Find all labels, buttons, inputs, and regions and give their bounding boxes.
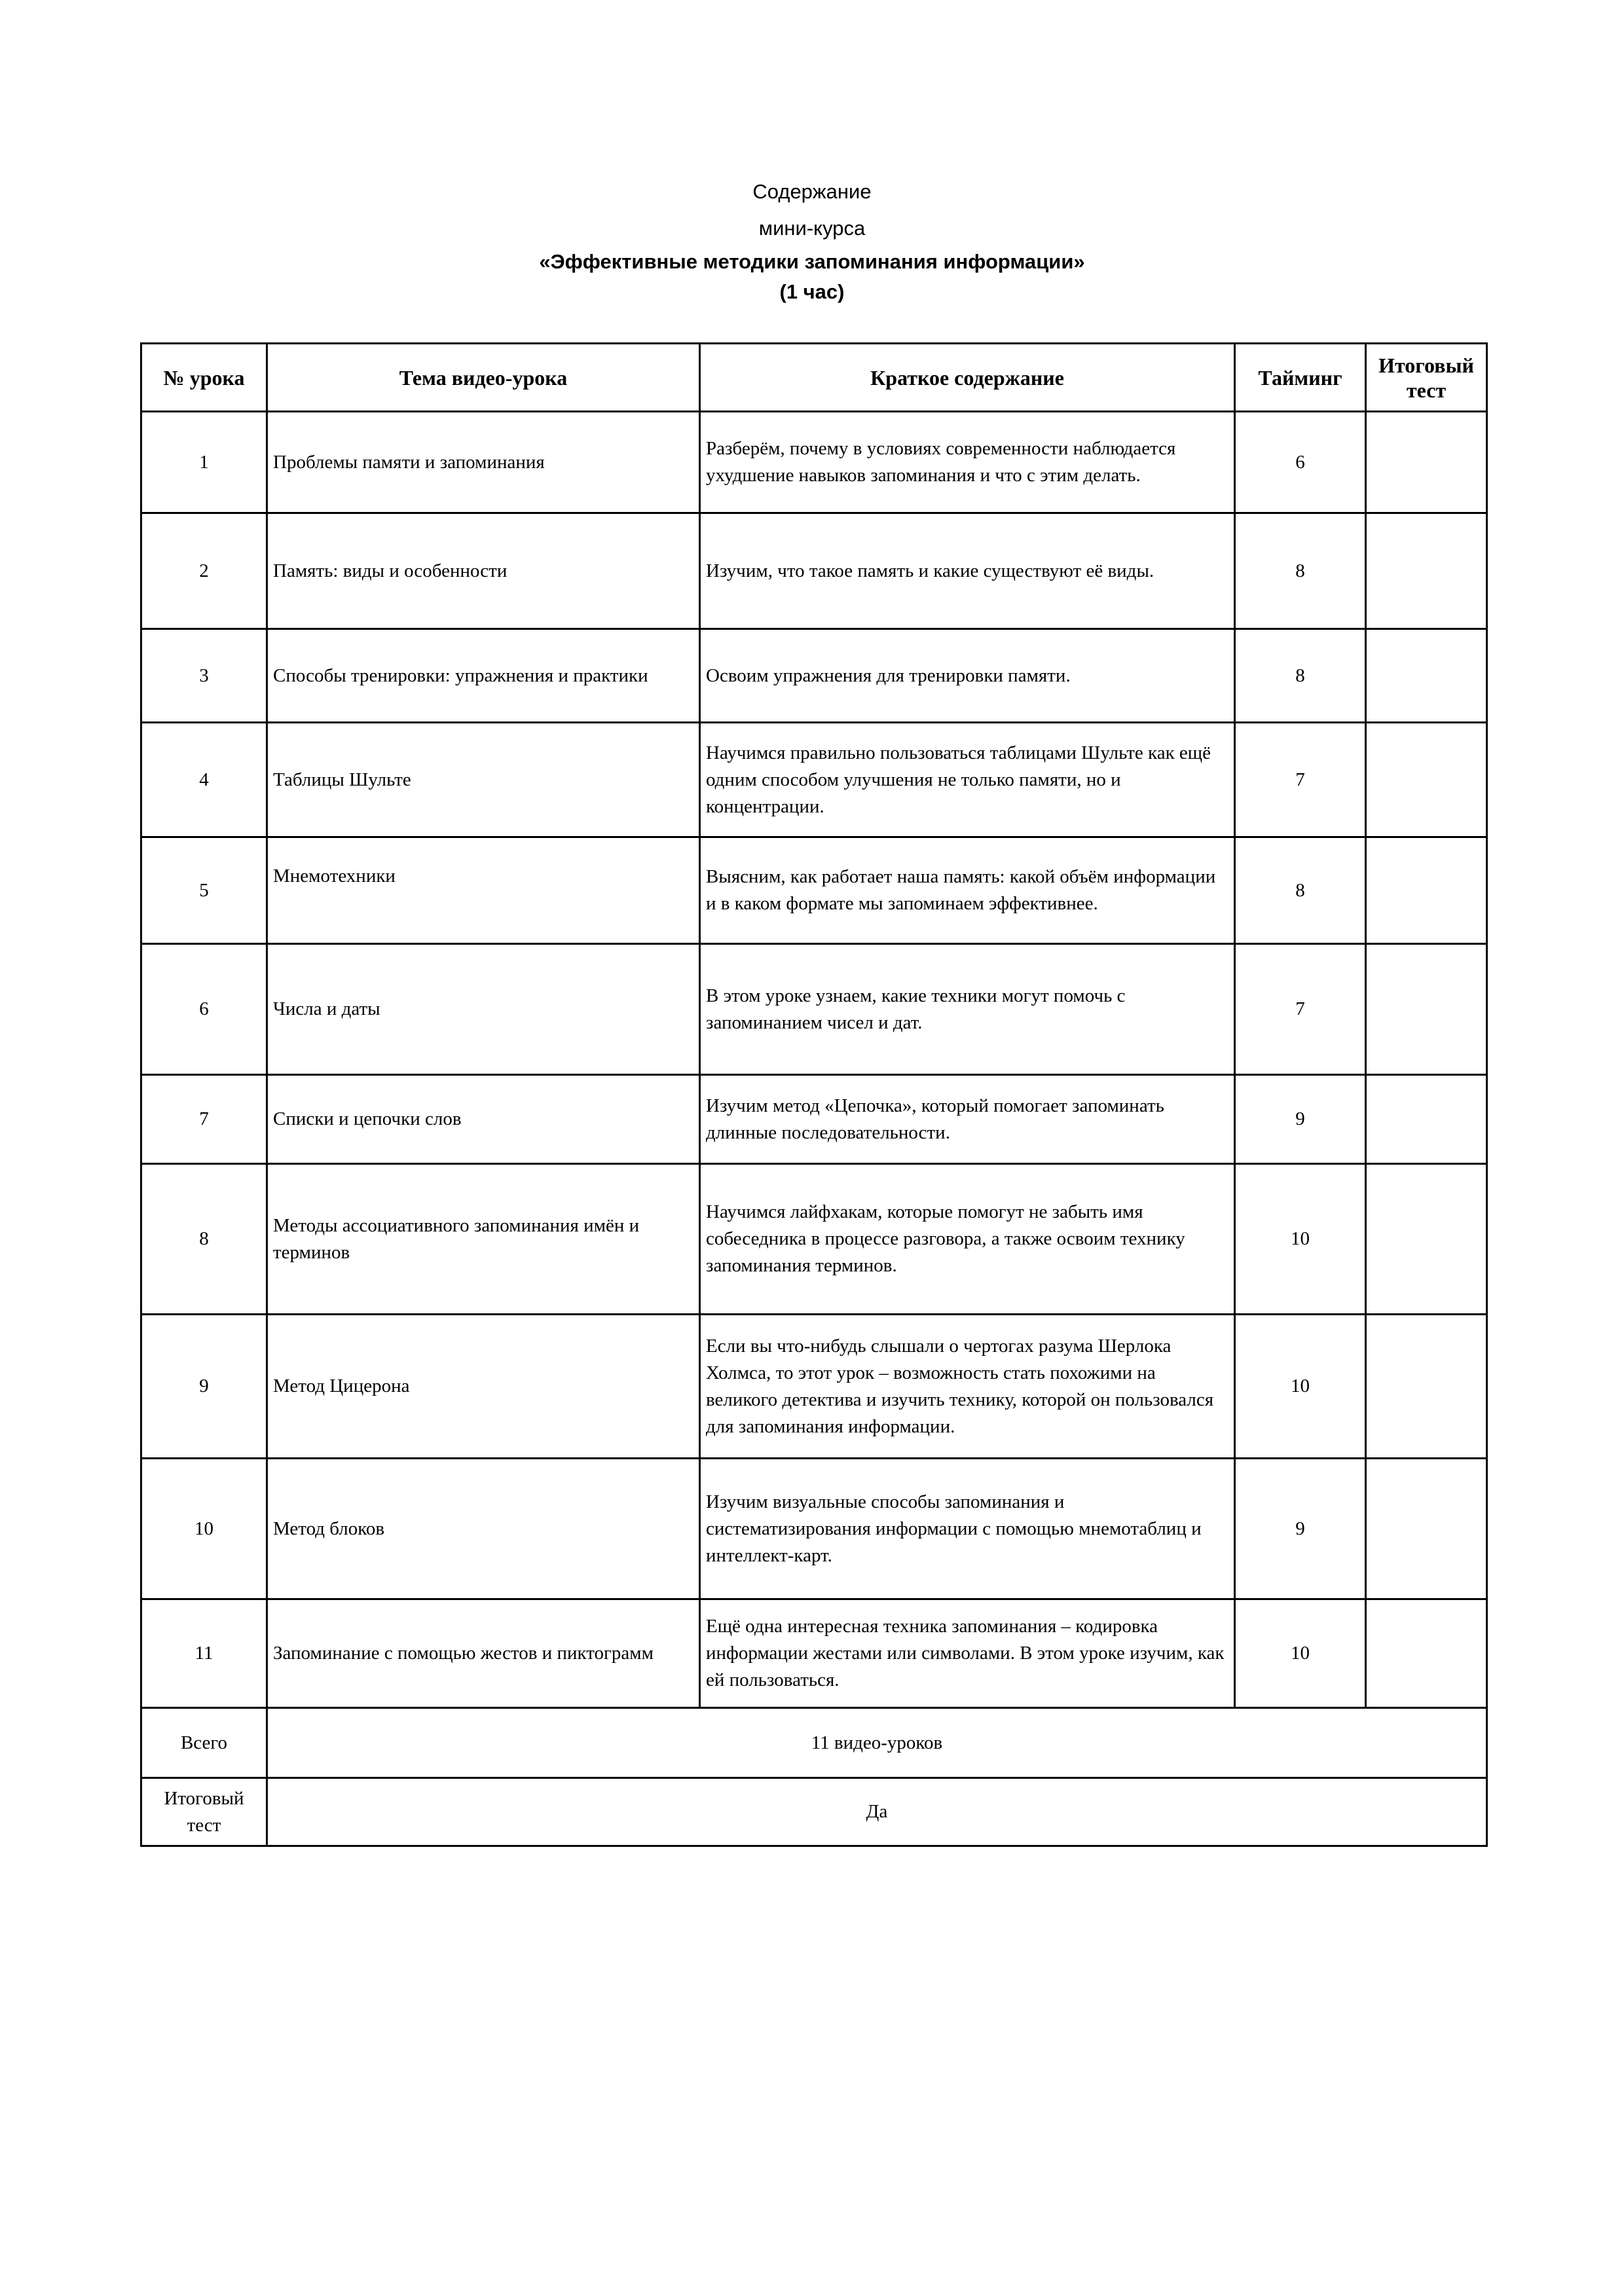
- lesson-timing: 6: [1235, 412, 1366, 513]
- final-test-value: Да: [267, 1778, 1487, 1846]
- lesson-summary: Научимся лайфхакам, которые помогут не забыть имя собеседника в процессе разговора, а также освоим технику запоминания терминов.: [700, 1164, 1235, 1315]
- total-row: [141, 1708, 1487, 1778]
- lesson-test-cell: [1366, 837, 1487, 944]
- lesson-timing: 7: [1235, 944, 1366, 1075]
- lesson-topic: Проблемы памяти и запоминания: [267, 412, 700, 513]
- course-duration: (1 час): [779, 280, 845, 303]
- lesson-topic: Способы тренировки: упражнения и практики: [267, 629, 700, 723]
- column-header-topic: Тема видео-урока: [267, 344, 700, 412]
- lesson-summary: Научимся правильно пользоваться таблицами Шульте как ещё одним способом улучшения не только памяти, но и концентрации.: [700, 723, 1235, 837]
- total-label: Всего: [141, 1708, 267, 1778]
- table-row: [141, 1075, 1487, 1164]
- lesson-number: 6: [141, 944, 267, 1075]
- lesson-test-cell: [1366, 944, 1487, 1075]
- lesson-test-cell: [1366, 412, 1487, 513]
- lesson-timing: 9: [1235, 1459, 1366, 1599]
- table-row: [141, 944, 1487, 1075]
- lesson-number: 9: [141, 1315, 267, 1459]
- lesson-summary: Если вы что-нибудь слышали о чертогах разума Шерлока Холмса, то этот урок – возможность стать похожими на великого детектива и изучить технику, которой он пользовался для запоминания информации.: [700, 1315, 1235, 1459]
- lesson-topic: Мнемотехники: [267, 837, 700, 944]
- lesson-timing: 10: [1235, 1164, 1366, 1315]
- lesson-summary: Ещё одна интересная техника запоминания – кодировка информации жестами или символами. В этом уроке изучим, как ей пользоваться.: [700, 1599, 1235, 1708]
- lesson-summary: Освоим упражнения для тренировки памяти.: [700, 629, 1235, 723]
- header-course-type: мини-курса: [758, 217, 866, 240]
- lesson-number: 11: [141, 1599, 267, 1708]
- course-title: «Эффективные методики запоминания информации»: [539, 250, 1085, 273]
- lesson-test-cell: [1366, 1164, 1487, 1315]
- table-header-row: [141, 344, 1487, 412]
- column-header-test: Итоговый тест: [1366, 344, 1487, 412]
- column-header-summary: Краткое содержание: [700, 344, 1235, 412]
- total-value: 11 видео-уроков: [267, 1708, 1487, 1778]
- table-row: [141, 412, 1487, 513]
- lesson-timing: 8: [1235, 629, 1366, 723]
- lesson-timing: 10: [1235, 1599, 1366, 1708]
- lesson-timing: 7: [1235, 723, 1366, 837]
- lesson-topic: Методы ассоциативного запоминания имён и терминов: [267, 1164, 700, 1315]
- final-test-label: Итоговый тест: [141, 1778, 267, 1846]
- header-contents-label: Содержание: [752, 180, 872, 203]
- column-header-timing: Тайминг: [1235, 344, 1366, 412]
- lesson-summary: Изучим, что такое память и какие существуют её виды.: [700, 513, 1235, 629]
- table-row: [141, 1459, 1487, 1599]
- lesson-topic: Запоминание с помощью жестов и пиктограмм: [267, 1599, 700, 1708]
- lesson-number: 3: [141, 629, 267, 723]
- lesson-number: 7: [141, 1075, 267, 1164]
- lesson-test-cell: [1366, 1459, 1487, 1599]
- lesson-number: 10: [141, 1459, 267, 1599]
- lesson-summary: Выясним, как работает наша память: какой объём информации и в каком формате мы запоминаем эффективнее.: [700, 837, 1235, 944]
- lesson-topic: Метод блоков: [267, 1459, 700, 1599]
- lesson-test-cell: [1366, 513, 1487, 629]
- table-row: [141, 837, 1487, 944]
- table-row: [141, 629, 1487, 723]
- lesson-summary: Изучим метод «Цепочка», который помогает запоминать длинные последовательности.: [700, 1075, 1235, 1164]
- final-test-row: [141, 1778, 1487, 1846]
- lesson-topic: Таблицы Шульте: [267, 723, 700, 837]
- lesson-topic: Память: виды и особенности: [267, 513, 700, 629]
- lesson-topic: Списки и цепочки слов: [267, 1075, 700, 1164]
- lesson-test-cell: [1366, 629, 1487, 723]
- table-row: [141, 513, 1487, 629]
- lesson-summary: В этом уроке узнаем, какие техники могут помочь с запоминанием чисел и дат.: [700, 944, 1235, 1075]
- lesson-test-cell: [1366, 1315, 1487, 1459]
- lessons-table: [140, 342, 1488, 1847]
- column-header-num: № урока: [141, 344, 267, 412]
- lesson-number: 2: [141, 513, 267, 629]
- lesson-test-cell: [1366, 1075, 1487, 1164]
- lesson-number: 1: [141, 412, 267, 513]
- lesson-timing: 10: [1235, 1315, 1366, 1459]
- lesson-number: 4: [141, 723, 267, 837]
- lesson-test-cell: [1366, 1599, 1487, 1708]
- table-row: [141, 723, 1487, 837]
- lesson-timing: 9: [1235, 1075, 1366, 1164]
- lesson-number: 8: [141, 1164, 267, 1315]
- lesson-timing: 8: [1235, 513, 1366, 629]
- document-header: [0, 173, 1624, 307]
- lesson-summary: Изучим визуальные способы запоминания и систематизирования информации с помощью мнемотаблиц и интеллект-карт.: [700, 1459, 1235, 1599]
- lesson-timing: 8: [1235, 837, 1366, 944]
- table-row: [141, 1315, 1487, 1459]
- table-row: [141, 1599, 1487, 1708]
- lesson-topic: Числа и даты: [267, 944, 700, 1075]
- lesson-summary: Разберём, почему в условиях современности наблюдается ухудшение навыков запоминания и что с этим делать.: [700, 412, 1235, 513]
- lesson-number: 5: [141, 837, 267, 944]
- lesson-test-cell: [1366, 723, 1487, 837]
- table-row: [141, 1164, 1487, 1315]
- lesson-topic: Метод Цицерона: [267, 1315, 700, 1459]
